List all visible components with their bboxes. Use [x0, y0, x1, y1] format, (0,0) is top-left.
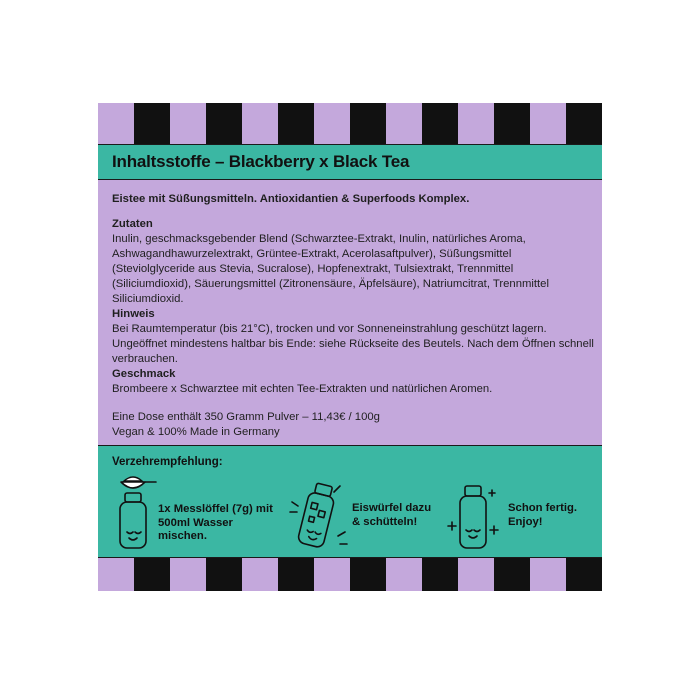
checker-square: [170, 103, 206, 144]
checker-square: [530, 558, 566, 591]
recommendation-title: Verzehrempfehlung:: [112, 456, 223, 468]
happy-bottle-icon: [444, 472, 506, 554]
step-enjoy: [444, 472, 594, 554]
hinweis-text: Bei Raumtemperatur (bis 21°C), trocken und vor Sonneneinstrahlung geschützt lagern. Ungeöffnet mindestens haltbar bis Ende: siehe Rückseite des Beutels. Nach dem Öffnen schnell verbrauchen.: [112, 323, 594, 365]
ingredients-panel: [98, 180, 602, 446]
checker-border-bottom: [98, 558, 602, 591]
checker-square: [530, 103, 566, 144]
product-description: Eistee mit Süßungsmitteln. Antioxidantien & Superfoods Komplex.: [112, 193, 470, 205]
checker-square: [458, 558, 494, 591]
checker-square: [458, 103, 494, 144]
checker-square: [566, 558, 602, 591]
checker-square: [278, 103, 314, 144]
checker-square: [206, 558, 242, 591]
checker-square: [386, 103, 422, 144]
checker-square: [350, 103, 386, 144]
checker-border-top: [98, 103, 602, 144]
checker-square: [314, 558, 350, 591]
checker-square: [170, 558, 206, 591]
checker-square: [206, 103, 242, 144]
zutaten-text: Inulin, geschmacksgebender Blend (Schwarztee-Extrakt, Inulin, natürliches Aroma, Ashwagandhawurzelextrakt, Grüntee-Extrakt, Acerolasaftpulver), Süßungsmittel (Steviolglyceride aus Stevia, Sucralose), Hopfenextrakt, Tulsiextrakt, Trennmittel (Siliciumdioxid), Säuerungsmittel (Zitronensäure, Äpfelsäure), Natriumcitrat, Trennmittel Siliciumdioxid.: [112, 233, 549, 305]
checker-square: [98, 103, 134, 144]
checker-square: [314, 103, 350, 144]
geschmack-heading: Geschmack: [112, 368, 176, 380]
checker-square: [422, 103, 458, 144]
checker-square: [134, 558, 170, 591]
checker-square: [494, 558, 530, 591]
shaking-bottle-icon: [284, 472, 350, 554]
scoop-bottle-icon: [110, 472, 158, 554]
checker-square: [98, 558, 134, 591]
step-mix: [110, 472, 280, 554]
checker-square: [278, 558, 314, 591]
label-title: Inhaltsstoffe – Blackberry x Black Tea: [112, 152, 410, 171]
hinweis-heading: Hinweis: [112, 308, 155, 320]
checker-square: [242, 103, 278, 144]
ingredient-label: [98, 103, 602, 591]
recommendation-band: [98, 446, 602, 558]
checker-square: [386, 558, 422, 591]
zutaten-heading: Zutaten: [112, 218, 153, 230]
title-band: [98, 144, 602, 180]
checker-square: [134, 103, 170, 144]
vegan-info: Vegan & 100% Made in Germany: [112, 426, 280, 438]
checker-square: [566, 103, 602, 144]
step-enjoy-text: Schon fertig. Enjoy!: [508, 502, 578, 528]
dose-info: Eine Dose enthält 350 Gramm Pulver – 11,43€ / 100g: [112, 411, 380, 423]
geschmack-text: Brombeere x Schwarztee mit echten Tee-Extrakten und natürlichen Aromen.: [112, 383, 493, 395]
checker-square: [422, 558, 458, 591]
checker-square: [494, 103, 530, 144]
checker-square: [242, 558, 278, 591]
step-mix-text: 1x Messlöffel (7g) mit 500ml Wasser mischen.: [158, 503, 273, 542]
checker-square: [350, 558, 386, 591]
step-shake: [284, 472, 434, 554]
step-shake-text: Eiswürfel dazu & schütteln!: [352, 502, 432, 528]
